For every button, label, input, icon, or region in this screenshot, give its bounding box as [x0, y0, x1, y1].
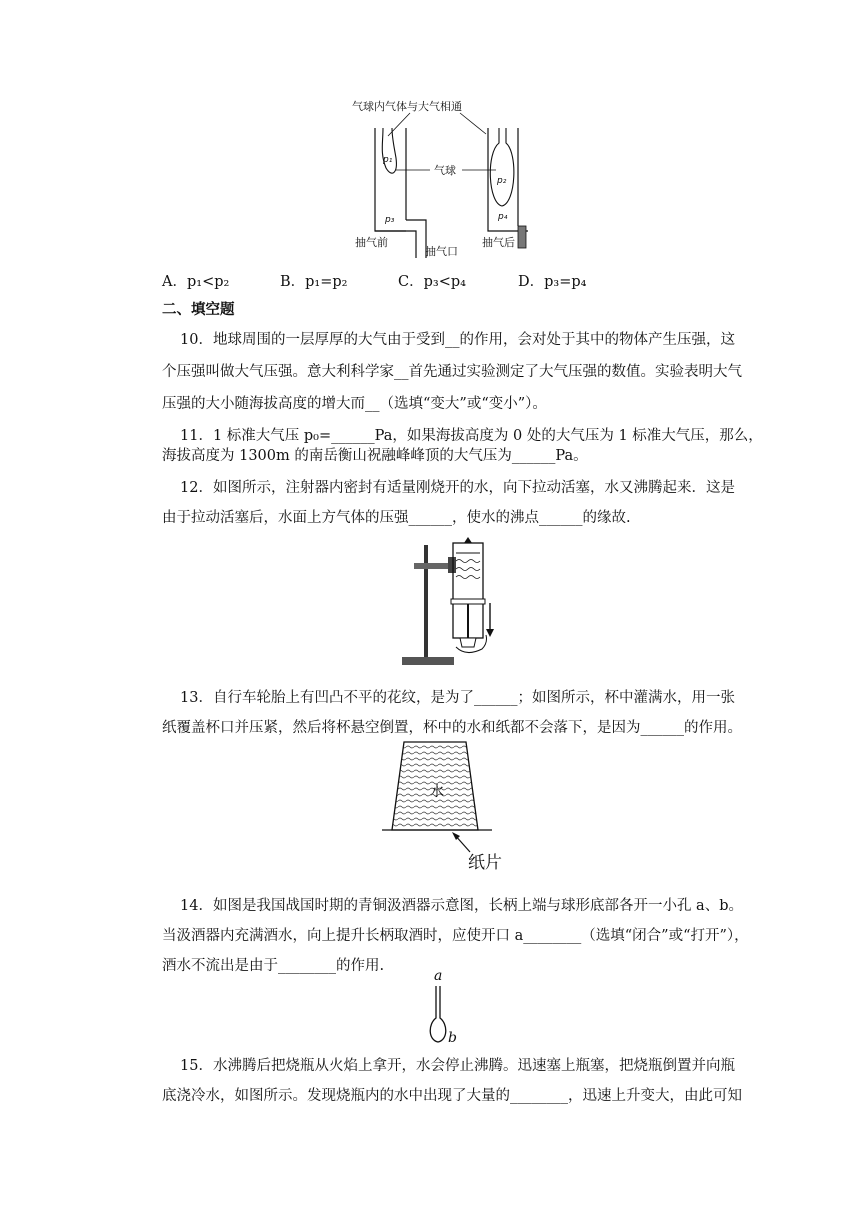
q12-line1: 12．如图所示，注射器内密封有适量刚烧开的水，向下拉动活塞，水又沸腾起来．这是	[180, 480, 735, 496]
fig1-p3: p₃	[385, 215, 395, 225]
fig1-label-balloon: 气球	[434, 164, 456, 177]
fig1-label-after: 抽气后	[482, 236, 515, 249]
option-d: D．p₃=p₄	[518, 274, 587, 290]
fig3-paper: 纸片	[468, 853, 502, 873]
q11-line1: 11．1 标准大气压 p₀=______Pa，如果海拔高度为 0 处的大气压为 1 标准大气压，那么，	[180, 428, 763, 444]
option-c: C．p₃<p₄	[398, 274, 466, 290]
q10-line3: 压强的大小随海拔高度的增大而__（选填“变大”或“变小”）。	[162, 396, 547, 412]
section-title: 二、填空题	[162, 302, 235, 318]
fig4-label-b: b	[448, 1030, 457, 1046]
fig4-label-a: a	[434, 968, 443, 984]
q14-line1: 14．如图是我国战国时期的青铜汲酒器示意图，长柄上端与球形底部各开一小孔 a、b。	[180, 898, 743, 914]
q13-line2: 纸覆盖杯口并压紧，然后将杯悬空倒置，杯中的水和纸都不会落下，是因为______的作用。	[162, 720, 742, 736]
fig1-label-before: 抽气前	[355, 236, 388, 249]
balloon-figure	[350, 98, 520, 258]
option-a: A．p₁<p₂	[162, 274, 230, 290]
cup-figure	[382, 738, 502, 874]
syringe-figure	[398, 535, 498, 667]
fig1-label-outlet: 抽气口	[425, 245, 458, 258]
q10-line1: 10．地球周围的一层厚厚的大气由于受到__的作用，会对处于其中的物体产生压强，这	[180, 332, 735, 348]
q14-line3: 酒水不流出是由于________的作用.	[162, 958, 385, 974]
fig1-p2: p₂	[497, 176, 507, 186]
q15-line1: 15．水沸腾后把烧瓶从火焰上拿开，水会停止沸腾。迅速塞上瓶塞，把烧瓶倒置并向瓶	[180, 1058, 735, 1074]
q15-line2: 底浇冷水，如图所示。发现烧瓶内的水中出现了大量的________，迅速上升变大，由此可知	[162, 1088, 742, 1104]
q10-line2: 个压强叫做大气压强。意大利科学家__首先通过实验测定了大气压强的数值。实验表明大气	[162, 364, 742, 380]
fig1-p4: p₄	[498, 212, 508, 222]
fig1-label-top: 气球内气体与大气相通	[352, 100, 462, 113]
fig1-p1: p₁	[383, 155, 393, 165]
scoop-figure	[422, 966, 466, 1046]
option-b: B．p₁=p₂	[280, 274, 348, 290]
fig3-water: 水	[430, 784, 444, 800]
q13-line1: 13．自行车轮胎上有凹凸不平的花纹，是为了______；如图所示，杯中灌满水，用一张	[180, 690, 735, 706]
q11-line2: 海拔高度为 1300m 的南岳衡山祝融峰峰顶的大气压为______Pa。	[162, 448, 588, 464]
q14-line2: 当汲酒器内充满酒水，向上提升长柄取酒时，应使开口 a________（选填“闭合”或“打开”），	[162, 928, 749, 944]
q12-line2: 由于拉动活塞后，水面上方气体的压强______，使水的沸点______的缘故.	[162, 510, 631, 526]
